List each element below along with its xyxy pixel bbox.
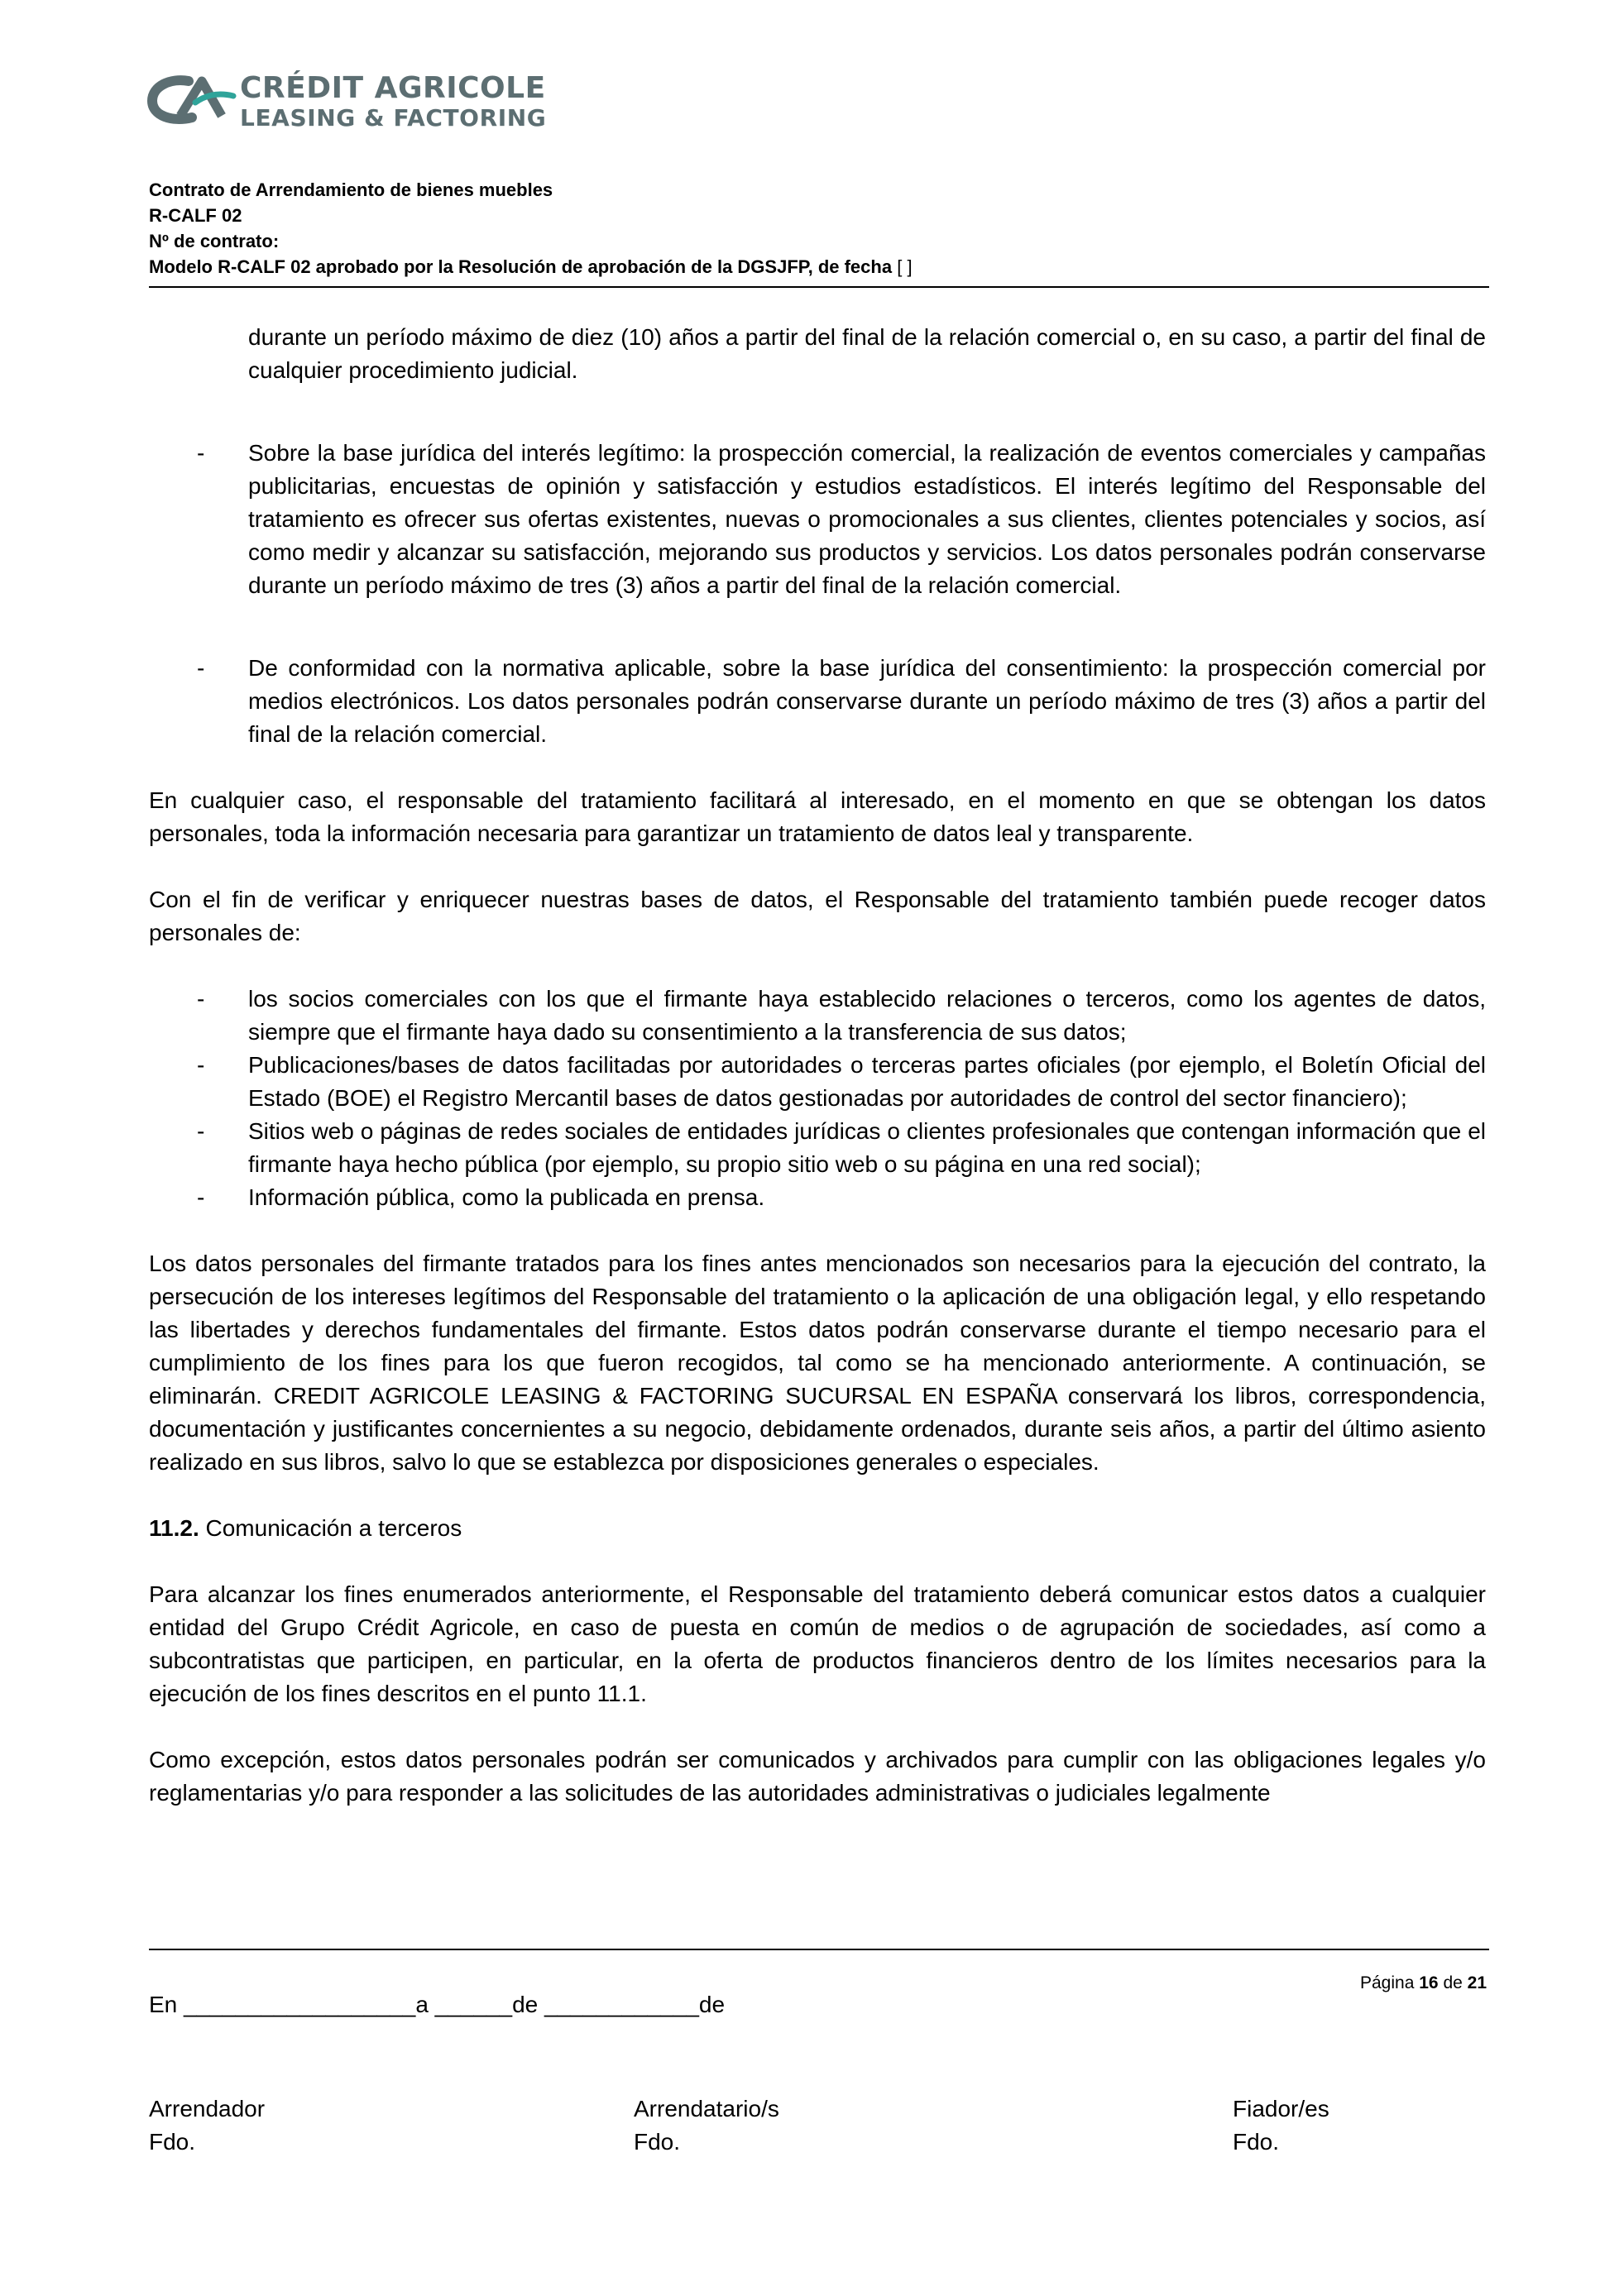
list-item: - Publicaciones/bases de datos facilitadas por autoridades o terceras partes oficiales (por ejemplo, el Boletín Oficial del Estado (BOE) el Registro Mercantil bases de datos gestionadas por autoridades de control del sector financiero); xyxy=(197,1052,1486,1111)
document-header xyxy=(149,177,1489,280)
paragraph: Como excepción, estos datos personales podrán ser comunicados y archivados para cumplir con las obligaciones legales y/o reglamentarias y/o para responder a las solicitudes de las autoridades administrativas o judiciales legalmente xyxy=(149,1747,1486,1806)
section-heading xyxy=(149,1512,1486,1545)
model-approval-line xyxy=(149,254,1489,280)
signature-role: Arrendatario/s xyxy=(634,2096,779,2121)
signature-field: Fdo. xyxy=(634,2129,681,2155)
contract-code: R-CALF 02 xyxy=(149,205,242,226)
date-placeholder: [ ] xyxy=(897,256,913,277)
paragraph: Para alcanzar los fines enumerados anteriormente, el Responsable del tratamiento deberá comunicar estos datos a cualquier entidad del Grupo Crédit Agricole, en caso de puesta en común de medios o de agrupación de sociedades, así como a subcontratistas que participen, en particular, en la oferta de productos financieros dentro de los límites necesarios para la ejecución de los fines descritos en el punto 11.1. xyxy=(149,1581,1486,1706)
model-approval-text: Modelo R-CALF 02 aprobado por la Resolución de aprobación de la DGSJFP, de fecha xyxy=(149,256,893,277)
paragraph: Los datos personales del firmante tratados para los fines antes mencionados son necesarios para la ejecución del contrato, la persecución de los intereses legítimos del Responsable del tratamiento o la aplicación de una obligación legal, y ello respetando las libertades y derechos fundamentales del firmante. Estos datos podrán conservarse durante el tiempo necesario para el cumplimiento de los fines para los que fueron recogidos, tal como se ha mencionado anteriormente. A continuación, se eliminarán. CREDIT AGRICOLE LEASING & FACTORING SUCURSAL EN ESPAÑA conservará los libros, correspondencia, documentación y justificantes concernientes a su negocio, debidamente ordenados, durante seis años, a partir del último asiento realizado en sus libros, salvo lo que se establezca por disposiciones generales o especiales. xyxy=(149,1251,1486,1475)
section-title: Comunicación a terceros xyxy=(205,1515,462,1541)
list-item: - Sitios web o páginas de redes sociales de entidades jurídicas o clientes profesionales que contengan información que el firmante haya hecho pública (por ejemplo, su propio sitio web o su página en una red social); xyxy=(197,1118,1486,1177)
document-body xyxy=(149,321,1486,1843)
header-divider xyxy=(149,286,1489,288)
paragraph: Con el fin de verificar y enriquecer nuestras bases de datos, el Responsable del tratamiento también puede recoger datos personales de: xyxy=(149,887,1486,945)
list-item: - De conformidad con la normativa aplicable, sobre la base jurídica del consentimiento: la prospección comercial por medios electrónicos. Los datos personales podrán conservarse durante un período máximo de tres (3) años a partir del final de la relación comercial. xyxy=(197,655,1486,747)
footer-divider xyxy=(149,1949,1489,1950)
place-date-line: En __________________a ______de ____________de xyxy=(149,1992,726,2017)
paragraph: En cualquier caso, el responsable del tratamiento facilitará al interesado, en el momento en que se obtengan los datos personales, toda la información necesaria para garantizar un tratamiento de datos leal y transparente. xyxy=(149,787,1486,846)
contract-title: Contrato de Arrendamiento de bienes muebles xyxy=(149,179,553,200)
list-item: - los socios comerciales con los que el firmante haya establecido relaciones o terceros, como los agentes de datos, siempre que el firmante haya dado su consentimiento a la transferencia de sus datos; xyxy=(197,986,1486,1045)
list-item: - Información pública, como la publicada en prensa. xyxy=(197,1184,765,1210)
continuation-paragraph: durante un período máximo de diez (10) años a partir del final de la relación comercial o, en su caso, a partir del final de cualquier procedimiento judicial. xyxy=(248,324,1486,383)
list-item: - Sobre la base jurídica del interés legítimo: la prospección comercial, la realización de eventos comerciales y campañas publicitarias, encuestas de opinión y satisfacción y estudios estadísticos. El interés legítimo del Responsable del tratamiento es ofrecer sus ofertas existentes, nuevas o promocionales a sus clientes, clientes potenciales y socios, así como medir y alcanzar su satisfacción, mejorando sus productos y servicios. Los datos personales podrán conservarse durante un período máximo de tres (3) años a partir del final de la relación comercial. xyxy=(197,440,1486,598)
credit-agricole-logo-icon xyxy=(147,74,237,126)
signature-field: Fdo. xyxy=(149,2129,196,2155)
signature-block-fiador xyxy=(1233,2093,1329,2159)
signature-block-arrendatario xyxy=(634,2093,779,2159)
signature-field: Fdo. xyxy=(1233,2129,1280,2155)
logo-text-line1: CRÉDIT AGRICOLE xyxy=(240,71,546,105)
signature-block-arrendador xyxy=(149,2093,265,2159)
page-number: Página 16 de 21 xyxy=(1360,1973,1487,1992)
signature-role: Arrendador xyxy=(149,2096,266,2121)
contract-number-label: Nº de contrato: xyxy=(149,231,280,251)
signature-role: Fiador/es xyxy=(1233,2096,1329,2121)
company-logo xyxy=(147,71,611,131)
logo-text-line2: LEASING & FACTORING xyxy=(240,104,547,132)
section-number: 11.2. xyxy=(149,1515,199,1541)
